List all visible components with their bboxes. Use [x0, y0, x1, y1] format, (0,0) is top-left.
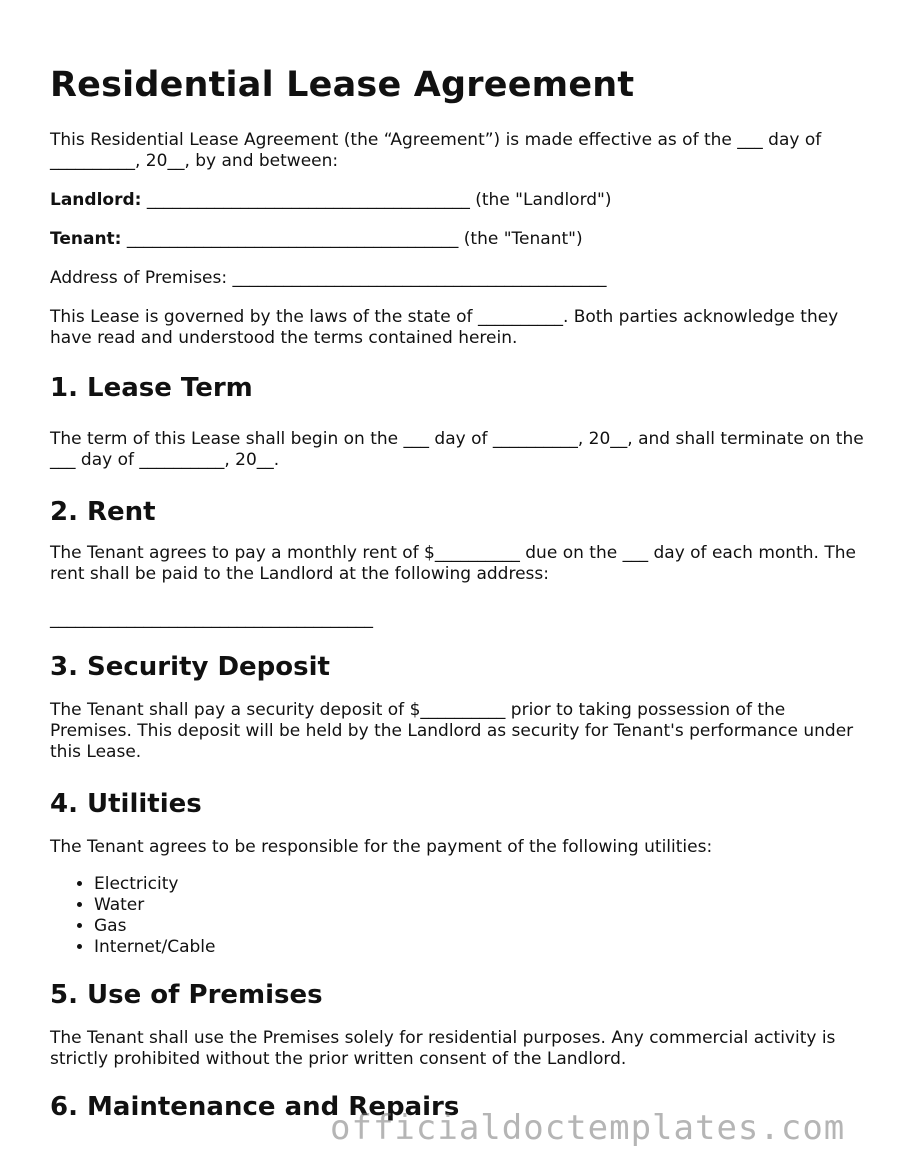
utilities-list: [50, 874, 870, 958]
rent-address-blank: ______________________________________: [50, 609, 373, 629]
section-body-utilities: The Tenant agrees to be responsible for the payment of the following utilities:: [50, 837, 713, 857]
list-item: • Internet/Cable: [94, 937, 870, 958]
list-item: • Water: [94, 895, 870, 916]
section-body-security-deposit: The Tenant shall pay a security deposit of $__________ prior to taking possession of the Premises. This deposit will be held by the Landlord as security for Tenant's performance under this Lease.: [50, 700, 854, 762]
landlord-line: [50, 190, 870, 211]
landlord-label: Landlord:: [50, 190, 142, 210]
section-heading-security-deposit: 3. Security Deposit: [50, 652, 330, 682]
section-body-use-of-premises: The Tenant shall use the Premises solely for residential purposes. Any commercial activity is strictly prohibited without the prior written consent of the Landlord.: [50, 1028, 836, 1069]
section-heading-maintenance: 6. Maintenance and Repairs: [50, 1092, 460, 1122]
lease-document: [50, 62, 870, 1138]
section-heading-use-of-premises: 5. Use of Premises: [50, 980, 323, 1010]
governing-law-paragraph: This Lease is governed by the laws of the state of __________. Both parties acknowledge they have read and understood the terms contained herein.: [50, 307, 839, 348]
tenant-blank: _______________________________________ (the "Tenant"): [121, 229, 583, 249]
list-item: • Gas: [94, 916, 870, 937]
section-heading-utilities: 4. Utilities: [50, 789, 202, 819]
tenant-line: [50, 229, 870, 250]
list-item: • Electricity: [94, 874, 870, 895]
section-body-rent: The Tenant agrees to pay a monthly rent of $__________ due on the ___ day of each month. The rent shall be paid to the Landlord at the following address:: [50, 543, 856, 584]
section-heading-rent: 2. Rent: [50, 497, 156, 527]
watermark: officialdoctemplates.com: [330, 1108, 846, 1148]
section-heading-lease-term: 1. Lease Term: [50, 373, 253, 403]
tenant-label: Tenant:: [50, 229, 122, 249]
document-title: Residential Lease Agreement: [50, 65, 635, 105]
intro-paragraph: This Residential Lease Agreement (the “Agreement”) is made effective as of the ___ day of __________, 20__, by and between:: [50, 130, 822, 171]
landlord-blank: ______________________________________ (the "Landlord"): [141, 190, 612, 210]
section-body-lease-term: The term of this Lease shall begin on the ___ day of __________, 20__, and shall terminate on the ___ day of __________, 20__.: [50, 429, 864, 470]
premises-address-line: Address of Premises: ____________________________________________: [50, 268, 607, 288]
